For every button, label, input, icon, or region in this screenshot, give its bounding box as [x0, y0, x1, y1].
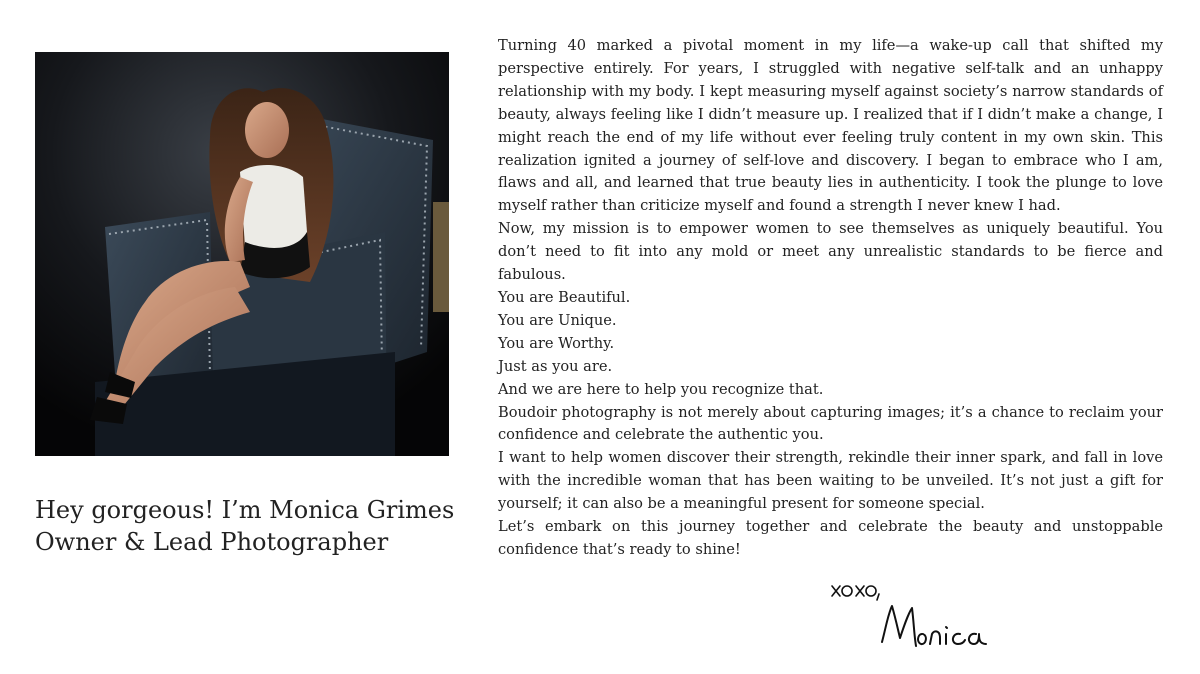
story-paragraph: Let’s embark on this journey together and celebrate the beauty and unstoppable confidence that’s ready to shine!: [498, 518, 1163, 558]
owner-greeting: Hey gorgeous! I’m Monica Grimes: [35, 496, 455, 524]
affirmation-line: You are Unique.: [498, 311, 617, 329]
owner-title: Owner & Lead Photographer: [35, 528, 389, 556]
story-paragraph: Boudoir photography is not merely about capturing images; it’s a chance to reclaim your confidence and celebrate the authentic you.: [498, 403, 1163, 444]
story-paragraph: Turning 40 marked a pivotal moment in my life—a wake-up call that shifted my perspective entirely. For years, I struggled with negative self-talk and an unhappy relationship with my body. I kept measuring myself against society’s narrow standards of beauty, always feeling like I didn’t measure up. I realized that if I didn’t make a change, I might reach the end of my life without ever feeling truly content in my own skin. This realization ignited a journey of self-love and discovery. I began to embrace who I am, flaws and all, and learned that true beauty lies in authenticity. I took the plunge to love myself rather than criticize myself and found a strength I never knew I had.: [498, 37, 1163, 215]
handwritten-signature: [826, 572, 1016, 662]
about-story: [498, 35, 1163, 562]
story-paragraph: I want to help women discover their strength, rekindle their inner spark, and fall in love with the incredible woman that has been waiting to be unveiled. It’s not just a gift for yourself; it can also be a meaningful present for someone special.: [498, 449, 1163, 513]
affirmation-line: You are Worthy.: [498, 334, 615, 352]
owner-caption: [35, 494, 475, 558]
profile-photo-image: [35, 52, 449, 456]
story-paragraph: And we are here to help you recognize that.: [498, 380, 824, 398]
profile-photo: [35, 52, 449, 456]
signature-graphic: [826, 572, 1016, 662]
story-paragraph: Now, my mission is to empower women to see themselves as uniquely beautiful. You don’t need to fit into any mold or meet any unrealistic standards to be fierce and fabulous.: [498, 220, 1163, 284]
affirmation-line: Just as you are.: [498, 357, 613, 375]
affirmation-line: You are Beautiful.: [498, 288, 631, 306]
